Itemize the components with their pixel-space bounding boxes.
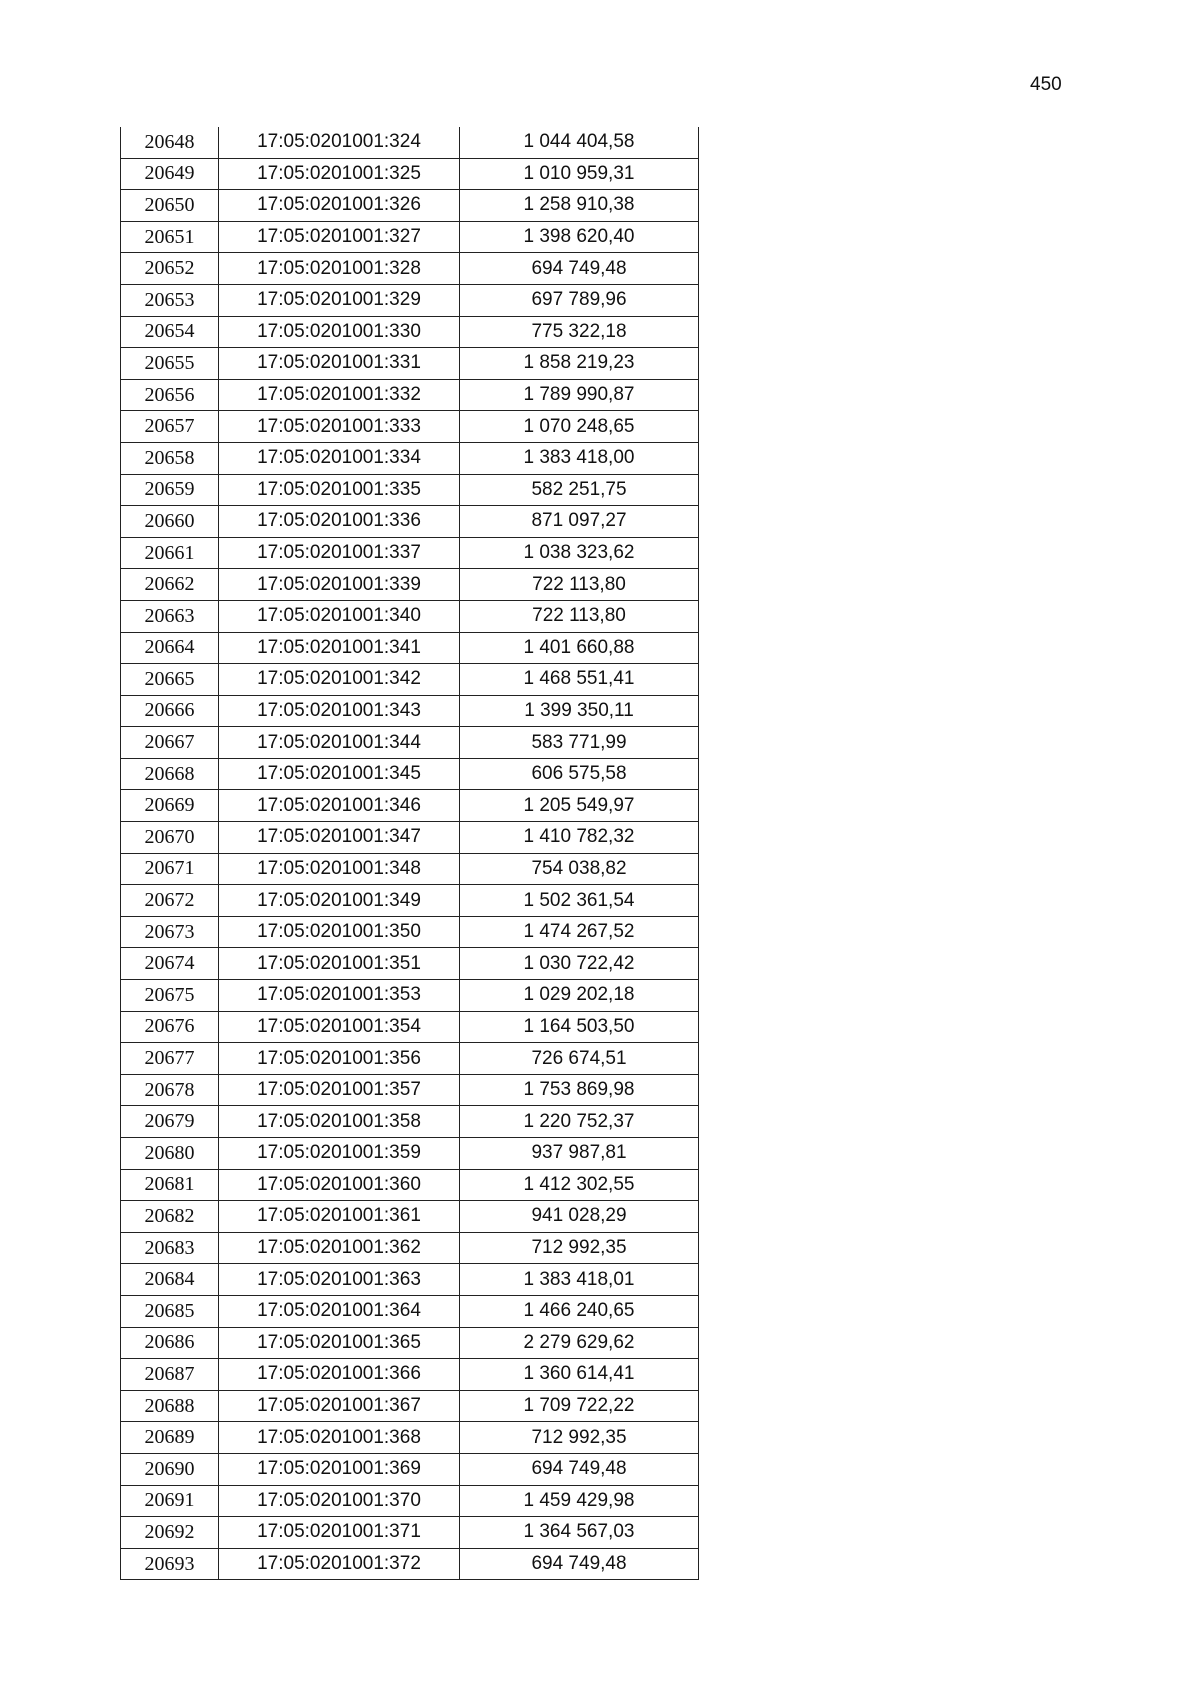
table-row <box>121 537 699 569</box>
row-number-cell: 20653 <box>121 284 219 316</box>
table-row <box>121 664 699 696</box>
row-number-cell: 20657 <box>121 411 219 443</box>
row-number-cell: 20676 <box>121 1011 219 1043</box>
cadastral-value-cell: 1 038 323,62 <box>460 537 699 569</box>
cadastral-number-cell: 17:05:0201001:332 <box>219 379 460 411</box>
row-number-cell: 20680 <box>121 1138 219 1170</box>
cadastral-number-cell: 17:05:0201001:327 <box>219 221 460 253</box>
table-row <box>121 1327 699 1359</box>
table-row <box>121 379 699 411</box>
cadastral-value-cell: 1 010 959,31 <box>460 158 699 190</box>
row-number-cell: 20656 <box>121 379 219 411</box>
row-number-cell: 20652 <box>121 253 219 285</box>
cadastral-value-cell: 775 322,18 <box>460 316 699 348</box>
row-number-cell: 20668 <box>121 758 219 790</box>
cadastral-number-cell: 17:05:0201001:370 <box>219 1485 460 1517</box>
cadastral-number-cell: 17:05:0201001:329 <box>219 284 460 316</box>
cadastral-value-cell: 1 789 990,87 <box>460 379 699 411</box>
table-row <box>121 980 699 1012</box>
cadastral-value-cell: 1 205 549,97 <box>460 790 699 822</box>
row-number-cell: 20691 <box>121 1485 219 1517</box>
cadastral-value-cell: 1 459 429,98 <box>460 1485 699 1517</box>
cadastral-value-cell: 1 044 404,58 <box>460 127 699 158</box>
cadastral-value-cell: 1 364 567,03 <box>460 1517 699 1549</box>
cadastral-number-cell: 17:05:0201001:347 <box>219 822 460 854</box>
row-number-cell: 20670 <box>121 822 219 854</box>
cadastral-value-cell: 1 709 722,22 <box>460 1390 699 1422</box>
cadastral-number-cell: 17:05:0201001:331 <box>219 348 460 380</box>
cadastral-number-cell: 17:05:0201001:333 <box>219 411 460 443</box>
cadastral-number-cell: 17:05:0201001:339 <box>219 569 460 601</box>
cadastral-value-cell: 583 771,99 <box>460 727 699 759</box>
cadastral-value-cell: 1 070 248,65 <box>460 411 699 443</box>
cadastral-number-cell: 17:05:0201001:360 <box>219 1169 460 1201</box>
row-number-cell: 20681 <box>121 1169 219 1201</box>
row-number-cell: 20688 <box>121 1390 219 1422</box>
cadastral-value-cell: 1 383 418,01 <box>460 1264 699 1296</box>
cadastral-number-cell: 17:05:0201001:353 <box>219 980 460 1012</box>
table-row <box>121 727 699 759</box>
cadastral-number-cell: 17:05:0201001:363 <box>219 1264 460 1296</box>
cadastral-value-cell: 2 279 629,62 <box>460 1327 699 1359</box>
row-number-cell: 20663 <box>121 600 219 632</box>
cadastral-value-cell: 754 038,82 <box>460 853 699 885</box>
cadastral-value-cell: 1 474 267,52 <box>460 916 699 948</box>
row-number-cell: 20672 <box>121 885 219 917</box>
cadastral-number-cell: 17:05:0201001:340 <box>219 600 460 632</box>
row-number-cell: 20669 <box>121 790 219 822</box>
table-row <box>121 1485 699 1517</box>
cadastral-value-cell: 1 030 722,42 <box>460 948 699 980</box>
table-row <box>121 474 699 506</box>
cadastral-number-cell: 17:05:0201001:354 <box>219 1011 460 1043</box>
cadastral-value-cell: 871 097,27 <box>460 506 699 538</box>
cadastral-number-cell: 17:05:0201001:372 <box>219 1548 460 1580</box>
cadastral-number-cell: 17:05:0201001:336 <box>219 506 460 538</box>
row-number-cell: 20693 <box>121 1548 219 1580</box>
cadastral-value-cell: 1 383 418,00 <box>460 442 699 474</box>
table-row <box>121 790 699 822</box>
cadastral-number-cell: 17:05:0201001:328 <box>219 253 460 285</box>
table-row <box>121 127 699 158</box>
cadastral-value-cell: 712 992,35 <box>460 1232 699 1264</box>
cadastral-number-cell: 17:05:0201001:337 <box>219 537 460 569</box>
table-row <box>121 600 699 632</box>
row-number-cell: 20679 <box>121 1106 219 1138</box>
table-body <box>121 127 699 1580</box>
cadastral-value-cell: 1 858 219,23 <box>460 348 699 380</box>
cadastral-number-cell: 17:05:0201001:335 <box>219 474 460 506</box>
cadastral-value-cell: 1 360 614,41 <box>460 1359 699 1391</box>
row-number-cell: 20685 <box>121 1295 219 1327</box>
table-row <box>121 253 699 285</box>
table-row <box>121 1517 699 1549</box>
table-row <box>121 221 699 253</box>
cadastral-value-cell: 712 992,35 <box>460 1422 699 1454</box>
row-number-cell: 20683 <box>121 1232 219 1264</box>
cadastral-number-cell: 17:05:0201001:345 <box>219 758 460 790</box>
cadastral-number-cell: 17:05:0201001:325 <box>219 158 460 190</box>
cadastral-value-cell: 694 749,48 <box>460 253 699 285</box>
table-row <box>121 316 699 348</box>
page-number: 450 <box>1030 74 1062 95</box>
cadastral-number-cell: 17:05:0201001:358 <box>219 1106 460 1138</box>
cadastral-value-cell: 697 789,96 <box>460 284 699 316</box>
row-number-cell: 20667 <box>121 727 219 759</box>
row-number-cell: 20666 <box>121 695 219 727</box>
row-number-cell: 20649 <box>121 158 219 190</box>
cadastral-value-cell: 722 113,80 <box>460 600 699 632</box>
table-row <box>121 853 699 885</box>
table-row <box>121 411 699 443</box>
row-number-cell: 20673 <box>121 916 219 948</box>
cadastral-value-cell: 726 674,51 <box>460 1043 699 1075</box>
cadastral-value-table <box>120 127 699 1580</box>
table-row <box>121 1074 699 1106</box>
cadastral-value-cell: 722 113,80 <box>460 569 699 601</box>
table-row <box>121 1043 699 1075</box>
row-number-cell: 20660 <box>121 506 219 538</box>
cadastral-value-cell: 582 251,75 <box>460 474 699 506</box>
cadastral-value-cell: 606 575,58 <box>460 758 699 790</box>
table-row <box>121 632 699 664</box>
cadastral-number-cell: 17:05:0201001:369 <box>219 1453 460 1485</box>
row-number-cell: 20687 <box>121 1359 219 1391</box>
cadastral-number-cell: 17:05:0201001:359 <box>219 1138 460 1170</box>
table-row <box>121 1011 699 1043</box>
table-row <box>121 1359 699 1391</box>
cadastral-number-cell: 17:05:0201001:341 <box>219 632 460 664</box>
row-number-cell: 20686 <box>121 1327 219 1359</box>
cadastral-value-cell: 1 220 752,37 <box>460 1106 699 1138</box>
row-number-cell: 20675 <box>121 980 219 1012</box>
row-number-cell: 20662 <box>121 569 219 601</box>
cadastral-number-cell: 17:05:0201001:356 <box>219 1043 460 1075</box>
cadastral-number-cell: 17:05:0201001:365 <box>219 1327 460 1359</box>
table-row <box>121 1264 699 1296</box>
table-row <box>121 1201 699 1233</box>
cadastral-value-cell: 1 399 350,11 <box>460 695 699 727</box>
cadastral-number-cell: 17:05:0201001:330 <box>219 316 460 348</box>
row-number-cell: 20654 <box>121 316 219 348</box>
cadastral-number-cell: 17:05:0201001:364 <box>219 1295 460 1327</box>
row-number-cell: 20674 <box>121 948 219 980</box>
row-number-cell: 20689 <box>121 1422 219 1454</box>
table-row <box>121 758 699 790</box>
cadastral-value-cell: 1 164 503,50 <box>460 1011 699 1043</box>
cadastral-number-cell: 17:05:0201001:350 <box>219 916 460 948</box>
cadastral-number-cell: 17:05:0201001:324 <box>219 127 460 158</box>
cadastral-value-cell: 694 749,48 <box>460 1548 699 1580</box>
row-number-cell: 20659 <box>121 474 219 506</box>
table-row <box>121 1169 699 1201</box>
cadastral-number-cell: 17:05:0201001:334 <box>219 442 460 474</box>
cadastral-number-cell: 17:05:0201001:362 <box>219 1232 460 1264</box>
row-number-cell: 20651 <box>121 221 219 253</box>
table-row <box>121 348 699 380</box>
row-number-cell: 20690 <box>121 1453 219 1485</box>
cadastral-number-cell: 17:05:0201001:342 <box>219 664 460 696</box>
row-number-cell: 20671 <box>121 853 219 885</box>
cadastral-value-cell: 1 410 782,32 <box>460 822 699 854</box>
cadastral-value-cell: 1 398 620,40 <box>460 221 699 253</box>
row-number-cell: 20684 <box>121 1264 219 1296</box>
table-row <box>121 1295 699 1327</box>
cadastral-value-cell: 1 468 551,41 <box>460 664 699 696</box>
cadastral-number-cell: 17:05:0201001:371 <box>219 1517 460 1549</box>
table-row <box>121 569 699 601</box>
cadastral-number-cell: 17:05:0201001:367 <box>219 1390 460 1422</box>
table-row <box>121 1390 699 1422</box>
cadastral-value-cell: 941 028,29 <box>460 1201 699 1233</box>
cadastral-number-cell: 17:05:0201001:368 <box>219 1422 460 1454</box>
cadastral-value-cell: 1 502 361,54 <box>460 885 699 917</box>
table-row <box>121 1232 699 1264</box>
cadastral-value-cell: 1 412 302,55 <box>460 1169 699 1201</box>
row-number-cell: 20665 <box>121 664 219 696</box>
cadastral-value-cell: 1 258 910,38 <box>460 190 699 222</box>
table-row <box>121 1453 699 1485</box>
table-row <box>121 1138 699 1170</box>
cadastral-number-cell: 17:05:0201001:349 <box>219 885 460 917</box>
row-number-cell: 20664 <box>121 632 219 664</box>
cadastral-number-cell: 17:05:0201001:326 <box>219 190 460 222</box>
cadastral-number-cell: 17:05:0201001:348 <box>219 853 460 885</box>
row-number-cell: 20658 <box>121 442 219 474</box>
row-number-cell: 20655 <box>121 348 219 380</box>
cadastral-value-cell: 1 401 660,88 <box>460 632 699 664</box>
table-row <box>121 1548 699 1580</box>
row-number-cell: 20677 <box>121 1043 219 1075</box>
cadastral-value-cell: 1 753 869,98 <box>460 1074 699 1106</box>
row-number-cell: 20661 <box>121 537 219 569</box>
cadastral-number-cell: 17:05:0201001:346 <box>219 790 460 822</box>
cadastral-number-cell: 17:05:0201001:361 <box>219 1201 460 1233</box>
table-row <box>121 442 699 474</box>
table-row <box>121 158 699 190</box>
row-number-cell: 20678 <box>121 1074 219 1106</box>
table-row <box>121 1106 699 1138</box>
table-row <box>121 885 699 917</box>
row-number-cell: 20648 <box>121 127 219 158</box>
table-row <box>121 190 699 222</box>
cadastral-number-cell: 17:05:0201001:343 <box>219 695 460 727</box>
cadastral-value-cell: 1 029 202,18 <box>460 980 699 1012</box>
cadastral-value-cell: 937 987,81 <box>460 1138 699 1170</box>
table-row <box>121 916 699 948</box>
cadastral-value-cell: 1 466 240,65 <box>460 1295 699 1327</box>
table-row <box>121 1422 699 1454</box>
cadastral-number-cell: 17:05:0201001:344 <box>219 727 460 759</box>
table-row <box>121 695 699 727</box>
row-number-cell: 20692 <box>121 1517 219 1549</box>
cadastral-number-cell: 17:05:0201001:351 <box>219 948 460 980</box>
cadastral-number-cell: 17:05:0201001:357 <box>219 1074 460 1106</box>
table-row <box>121 948 699 980</box>
row-number-cell: 20650 <box>121 190 219 222</box>
row-number-cell: 20682 <box>121 1201 219 1233</box>
cadastral-value-cell: 694 749,48 <box>460 1453 699 1485</box>
table-row <box>121 284 699 316</box>
cadastral-number-cell: 17:05:0201001:366 <box>219 1359 460 1391</box>
table-row <box>121 506 699 538</box>
table-row <box>121 822 699 854</box>
